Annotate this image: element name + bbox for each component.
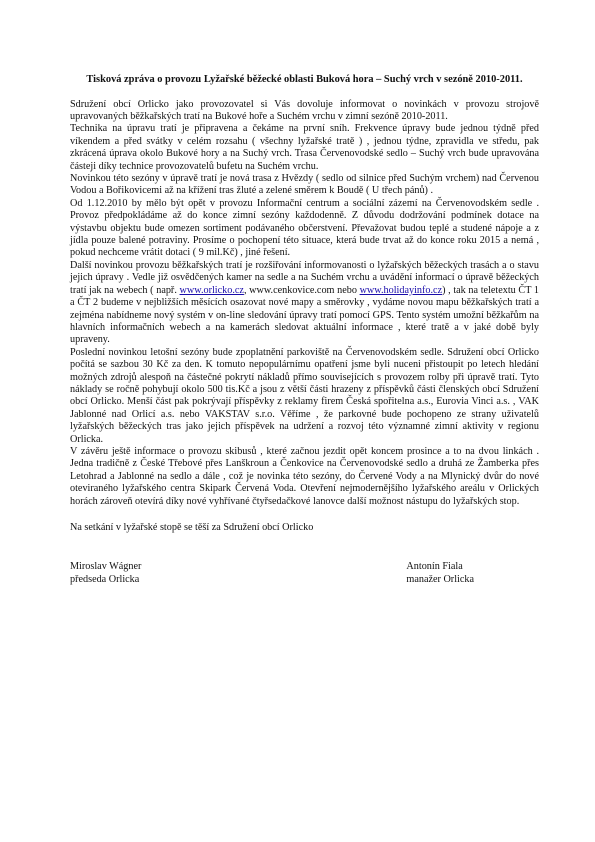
paragraph-text-segment: , www.cenkovice.com nebo bbox=[243, 284, 360, 296]
holidayinfo-link[interactable]: www.holidayinfo.cz bbox=[359, 284, 443, 296]
signature-left bbox=[70, 561, 141, 586]
paragraph-info-centre: Od 1.12.2010 by mělo být opět v provozu Informační centrum a sociální zázemí na Červenovodském sedle . Provoz předpokládáme až do konce zimní sezóny každodenně. Z důvodu dodržování podmínek dotace na výstavbu objektu bude omezen sortiment podávaného občerstvení. Převažovat budou teplé a studené nápoje a z jídla pouze balené potraviny. Prosíme o pochopení této situace, která bude trvat až do konce roku 2015 a nemá , pokud nechceme vrátit dotaci ( 9 mil.Kč) , jiné řešení. bbox=[70, 197, 539, 259]
paragraph-new-track: Novinkou této sezóny v úpravě tratí je nová trasa z Hvězdy ( sedlo od silnice před Suchým vrchem) nad Červenou Vodou a Bořikovicemi až na křížení tras žluté a zelené směrem k Boudě ( U třech pánů) . bbox=[70, 173, 539, 197]
signatory-role: manažer Orlicka bbox=[406, 573, 474, 585]
paragraph-parking-fee: Poslední novinkou letošní sezóny bude zpoplatnění parkoviště na Červenovodském sedle. Sdružení obcí Orlicko počítá se sazbou 30 Kč za den. K tomuto nepopulárnímu opatření jsme byli nuceni přistoupit po letech hledání možných zdrojů alespoň na částečné pokrytí nákladů přímo souvisejících s provozem rolby při úpravě tratí. Tyto náklady se ročně pohybují okolo 500 tis.Kč a jsou z větší části hrazeny z příspěvků části členských obcí Sdružení obcí Orlicko. Menší část pak pokrývají příspěvky z reklamy firem Česká spořitelna a.s., Eurovia Vinci a.s. , VAK Jablonné nad Orlicí a.s. nebo VAKSTAV s.r.o. Věříme , že parkovné bude pochopeno ze strany uživatelů lyžařských běžeckých tras jako jejich příspěvek na udržení a rozvoj této významné zimní aktivity v regionu Orlicka. bbox=[70, 346, 539, 445]
signatory-name: Miroslav Wágner bbox=[70, 561, 142, 573]
paragraph-information-services bbox=[70, 260, 539, 347]
closing-line: Na setkání v lyžařské stopě se těší za Sdružení obcí Orlicko bbox=[70, 522, 314, 533]
paragraph-track-grooming: Technika na úpravu tratí je připravena a čekáme na první sníh. Frekvence úpravy bude jednou týdně před víkendem a před svátky v celém rozsahu ( všechny lyžařské tratě ) , jednou týdne, zpravidla ve středu, pak zkrácená úprava okolo Bukové hory a na Suchý vrch. Trasa Červenovodské sedlo – Suchý vrch bude upravována částeji díky technice provozovatelů bufetu na Suchém vrchu. bbox=[70, 123, 539, 172]
signatory-role: předseda Orlicka bbox=[70, 573, 140, 585]
signatory-name: Antonín Fiala bbox=[406, 561, 463, 573]
signature-block bbox=[70, 561, 539, 586]
paragraph-text-segment: Další novinkou provozu běžkařských tratí je rozšiřování informovanosti o lyžařských běžeckých trasách a o stavu jejich úpravy . Vedle již osvědčených kamer na sedle a na Suchém vrchu a uvádění informací o úpravě běžeckých tratí jak na webech ( např. bbox=[70, 259, 539, 296]
orlicko-link[interactable]: www.orlicko.cz bbox=[179, 284, 244, 296]
signature-right bbox=[406, 561, 474, 586]
paragraph-skibus: V závěru ještě informace o provozu skibusů , které začnou jezdit opět koncem prosince a to na dvou linkách . Jedna tradičně z České Třebové přes Lanškroun a Čenkovice na Červenovodské sedlo a druhá ze Žamberka přes Letohrad a Jablonné na sedlo a dále , což je novinka této sezóny, do Červené Vody a na Mlynický dvůr do nové oteviraného lyžařského centra Skipark Červená Voda. Otevření nejmodernějšího lyžařského areálu v Orlických horách zároveň otevírá díky nové vyhřívané čtyřsedačkové lanovce další možnost nástupu do lyžařských stop. bbox=[70, 445, 539, 507]
paragraph-text-segment: ) , tak na teletextu ČT 1 a ČT 2 budeme v nejbližších měsících osazovat nové mapy a směrovky , vydáme novou mapu běžkařských tratí a zejména nabídneme nový systém v on-line sledování úpravy tratí pomocí GPS. Tento systém umožní běžkařům na hlavních informačních webech a na kamerách sledovat aktuální informace , které tratě a v jaké době byly upraveny. bbox=[70, 284, 539, 346]
paragraph-intro: Sdružení obcí Orlicko jako provozovatel si Vás dovoluje informovat o novinkách v provozu strojově upravovaných běžkařských tratí na Bukové hoře a Suchém vrchu v zimní sezóně 2010-2011. bbox=[70, 98, 539, 122]
document-title: Tisková zpráva o provozu Lyžařské běžecké oblasti Buková hora – Suchý vrch v sezóně 2010-2011. bbox=[86, 74, 523, 85]
